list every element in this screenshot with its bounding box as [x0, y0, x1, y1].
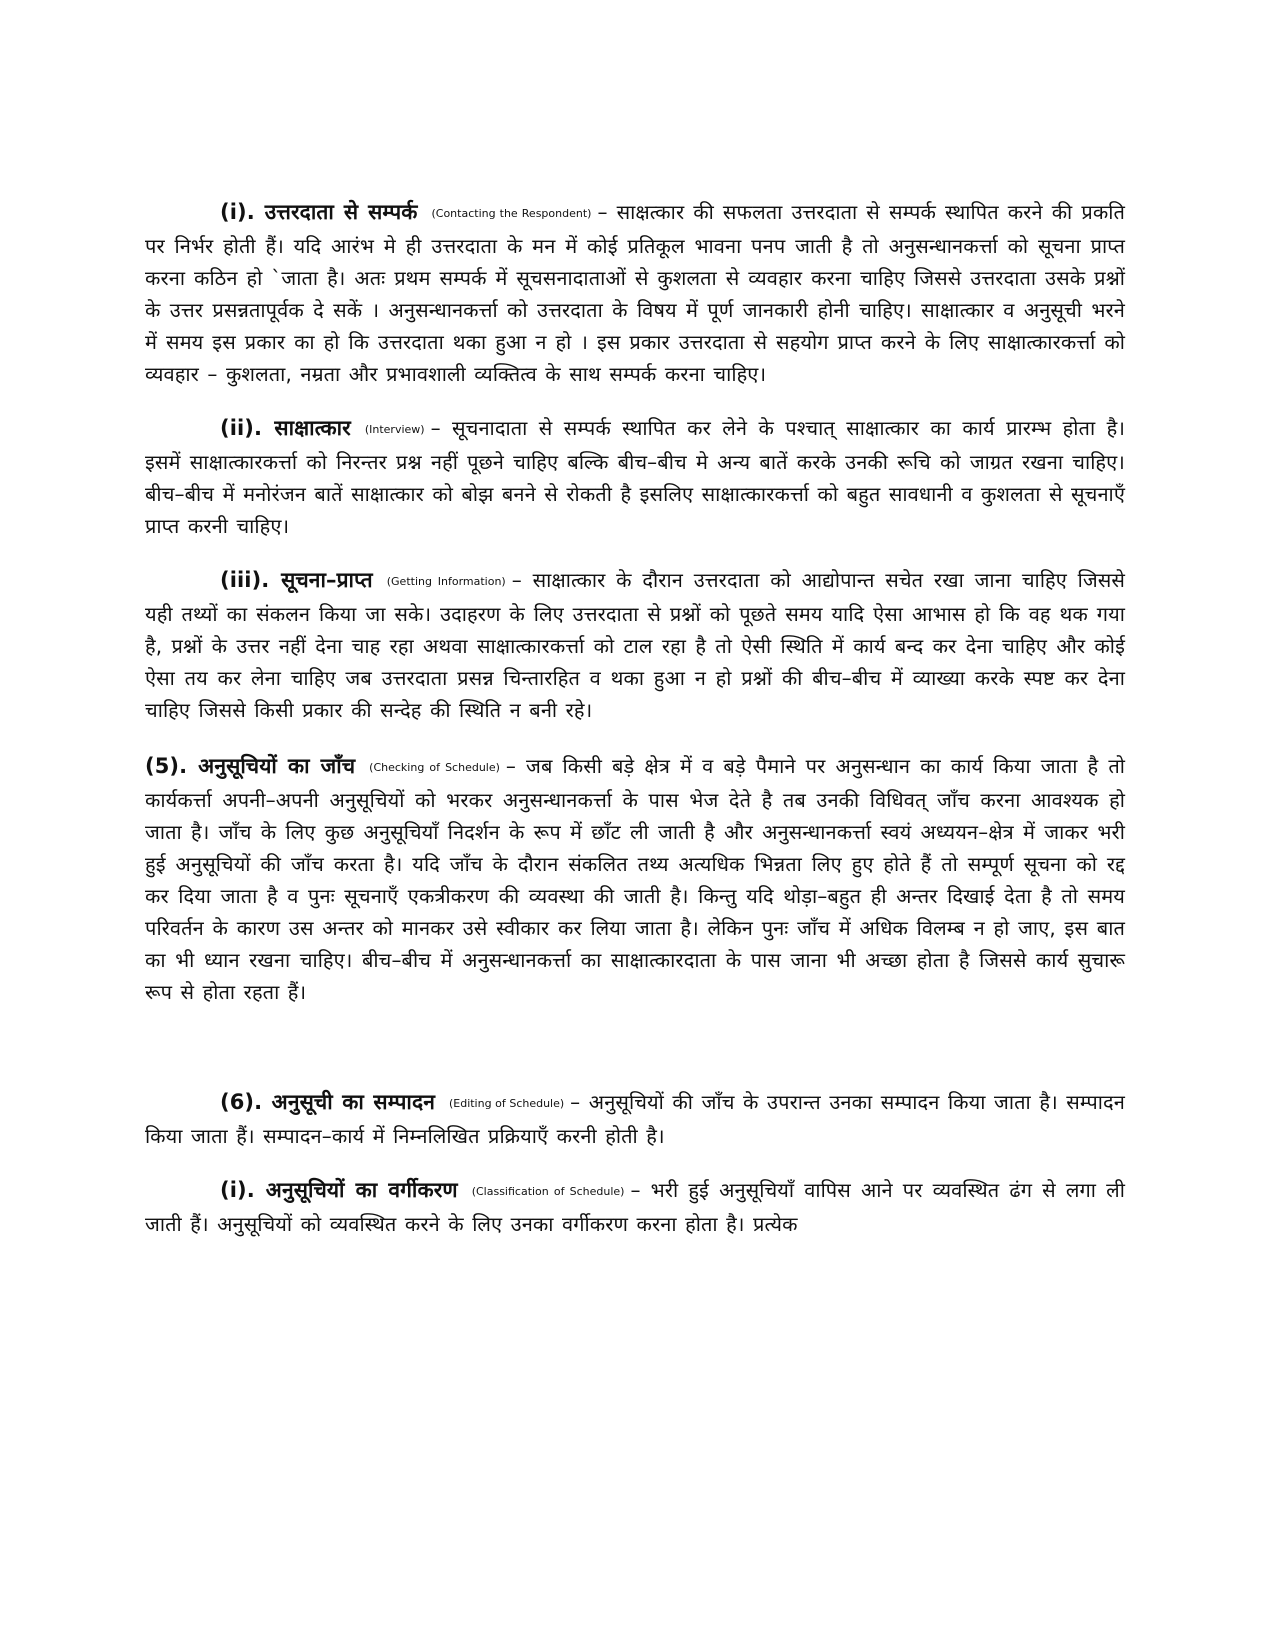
- section-heading: (ii). साक्षात्कार: [220, 416, 351, 440]
- section-text: – अनुसूचियों की जाँच के उपरान्त उनका सम्पादन किया जाता है। सम्पादन किया जाता हैं। सम्पादन–कार्य में निम्नलिखित प्रक्रियाएँ करनी होती है।: [145, 1090, 1125, 1148]
- section-gloss: (Interview): [364, 423, 425, 436]
- section-heading: (5). अनुसूचियों का जाँच: [145, 754, 356, 778]
- section-text: – जब किसी बड़े क्षेत्र में व बड़े पैमाने पर अनुसन्धान का कार्य किया जाता है तो कार्यकर्त्ता अपनी–अपनी अनुसूचियों को भरकर अनुसन्धानकर्त्ता के पास भेज देते है तब उनकी विधिवत् जाँच करना आवश्यक हो जाता है। जाँच के लिए कुछ अनुसूचियाँ निदर्शन के रूप में छाँट ली जाती है और अनुसन्धानकर्त्ता स्वयं अध्ययन–क्षेत्र में जाकर भरी हुई अनुसूचियों की जाँच करता है। यदि जाँच के दौरान संकलित तथ्य अत्यधिक भिन्नता लिए हुए होते हैं तो सम्पूर्ण सूचना को रद्द कर दिया जाता है व पुनः सूचनाएँ एकत्रीकरण की व्यवस्था की जाती है। किन्तु यदि थोड़ा–बहुत ही अन्तर दिखाई देता है तो समय परिवर्तन के कारण उस अन्तर को मानकर उसे स्वीकार कर लिया जाता है। लेकिन पुनः जाँच में अधिक विलम्ब न हो जाए, इस बात का भी ध्यान रखना चाहिए। बीच–बीच में अनुसन्धानकर्त्ता का साक्षात्कारदाता के पास जाना भी अच्छा होता है जिससे कार्य सुचारू रूप से होता रहता हैं।: [145, 754, 1125, 1004]
- section-text: – सूचनादाता से सम्पर्क स्थापित कर लेने के पश्चात् साक्षात्कार का कार्य प्रारम्भ होता है। इसमें साक्षात्कारकर्त्ता को निरन्तर प्रश्न नहीं पूछने चाहिए बल्कि बीच–बीच मे अन्य बातें करके उनकी रूचि को जाग्रत रखना चाहिए। बीच–बीच में मनोरंजन बातें साक्षात्कार को बोझ बनने से रोकती है इसलिए साक्षात्कारकर्त्ता को बहुत सावधानी व कुशलता से सूचनाएँ प्राप्त करनी चाहिए।: [145, 416, 1125, 538]
- section-heading: (i). उत्तरदाता से सम्पर्क: [220, 200, 418, 224]
- section-classification-schedule: [145, 1174, 1125, 1240]
- section-checking-schedule: [145, 750, 1125, 1008]
- section-gloss: (Getting Information): [386, 575, 506, 588]
- section-editing-schedule: [145, 1086, 1125, 1152]
- section-contacting-respondent: [145, 196, 1125, 390]
- document-page: [145, 196, 1125, 1240]
- section-text: – भरी हुई अनुसूचियाँ वापिस आने पर व्यवस्थित ढंग से लगा ली जाती हैं। अनुसूचियों को व्यवस्थित करने के लिए उनका वर्गीकरण करना होता है। प्रत्येक: [145, 1178, 1126, 1236]
- section-heading: (6). अनुसूची का सम्पादन: [220, 1090, 435, 1114]
- section-heading: (iii). सूचना–प्राप्त: [220, 568, 373, 592]
- section-text: – साक्षात्कार के दौरान उत्तरदाता को आद्योपान्त सचेत रखा जाना चाहिए जिससे यही तथ्यों का संकलन किया जा सके। उदाहरण के लिए उत्तरदाता से प्रश्नों को पूछते समय यादि ऐसा आभास हो कि वह थक गया है, प्रश्नों के उत्तर नहीं देना चाह रहा अथवा साक्षात्कारकर्त्ता को टाल रहा है तो ऐसी स्थिति में कार्य बन्द कर देना चाहिए और कोई ऐसा तय कर लेना चाहिए जब उत्तरदाता प्रसन्न चिन्तारहित व थका हुआ न हो प्रश्नों की बीच–बीच में व्याख्या करके स्पष्ट कर देना चाहिए जिससे किसी प्रकार की सन्देह की स्थिति न बनी रहे।: [145, 568, 1126, 722]
- section-heading: (i). अनुसूचियों का वर्गीकरण: [220, 1178, 458, 1202]
- section-getting-information: [145, 564, 1125, 726]
- section-gloss: (Editing of Schedule): [448, 1097, 565, 1110]
- section-text: – साक्षत्कार की सफलता उत्तरदाता से सम्पर्क स्थापित करने की प्रकति पर निर्भर होती हैं। यदि आरंभ मे ही उत्तरदाता के मन में कोई प्रतिकूल भावना पनप जाती है तो अनुसन्धानकर्त्ता को सूचना प्राप्त करना कठिन हो `जाता है। अतः प्रथम सम्पर्क में सूचसनादाताओं से कुशलता से व्यवहार करना चाहिए जिससे उत्तरदाता उसके प्रश्नों के उत्तर प्रसन्नतापूर्वक दे सकें । अनुसन्धानकर्त्ता को उत्तरदाता के विषय में पूर्ण जानकारी होनी चाहिए। साक्षात्कार व अनुसूची भरने में समय इस प्रकार का हो कि उत्तरदाता थका हुआ न हो । इस प्रकार उत्तरदाता से सहयोग प्राप्त करने के लिए साक्षात्कारकर्त्ता को व्यवहार – कुशलता, नम्रता और प्रभावशाली व्यक्तित्व के साथ सम्पर्क करना चाहिए।: [145, 200, 1125, 386]
- section-interview: [145, 412, 1125, 542]
- section-gloss: (Checking of Schedule): [369, 761, 500, 774]
- section-gloss: (Classification of Schedule): [471, 1185, 625, 1198]
- section-gloss: (Contacting the Respondent): [431, 207, 592, 220]
